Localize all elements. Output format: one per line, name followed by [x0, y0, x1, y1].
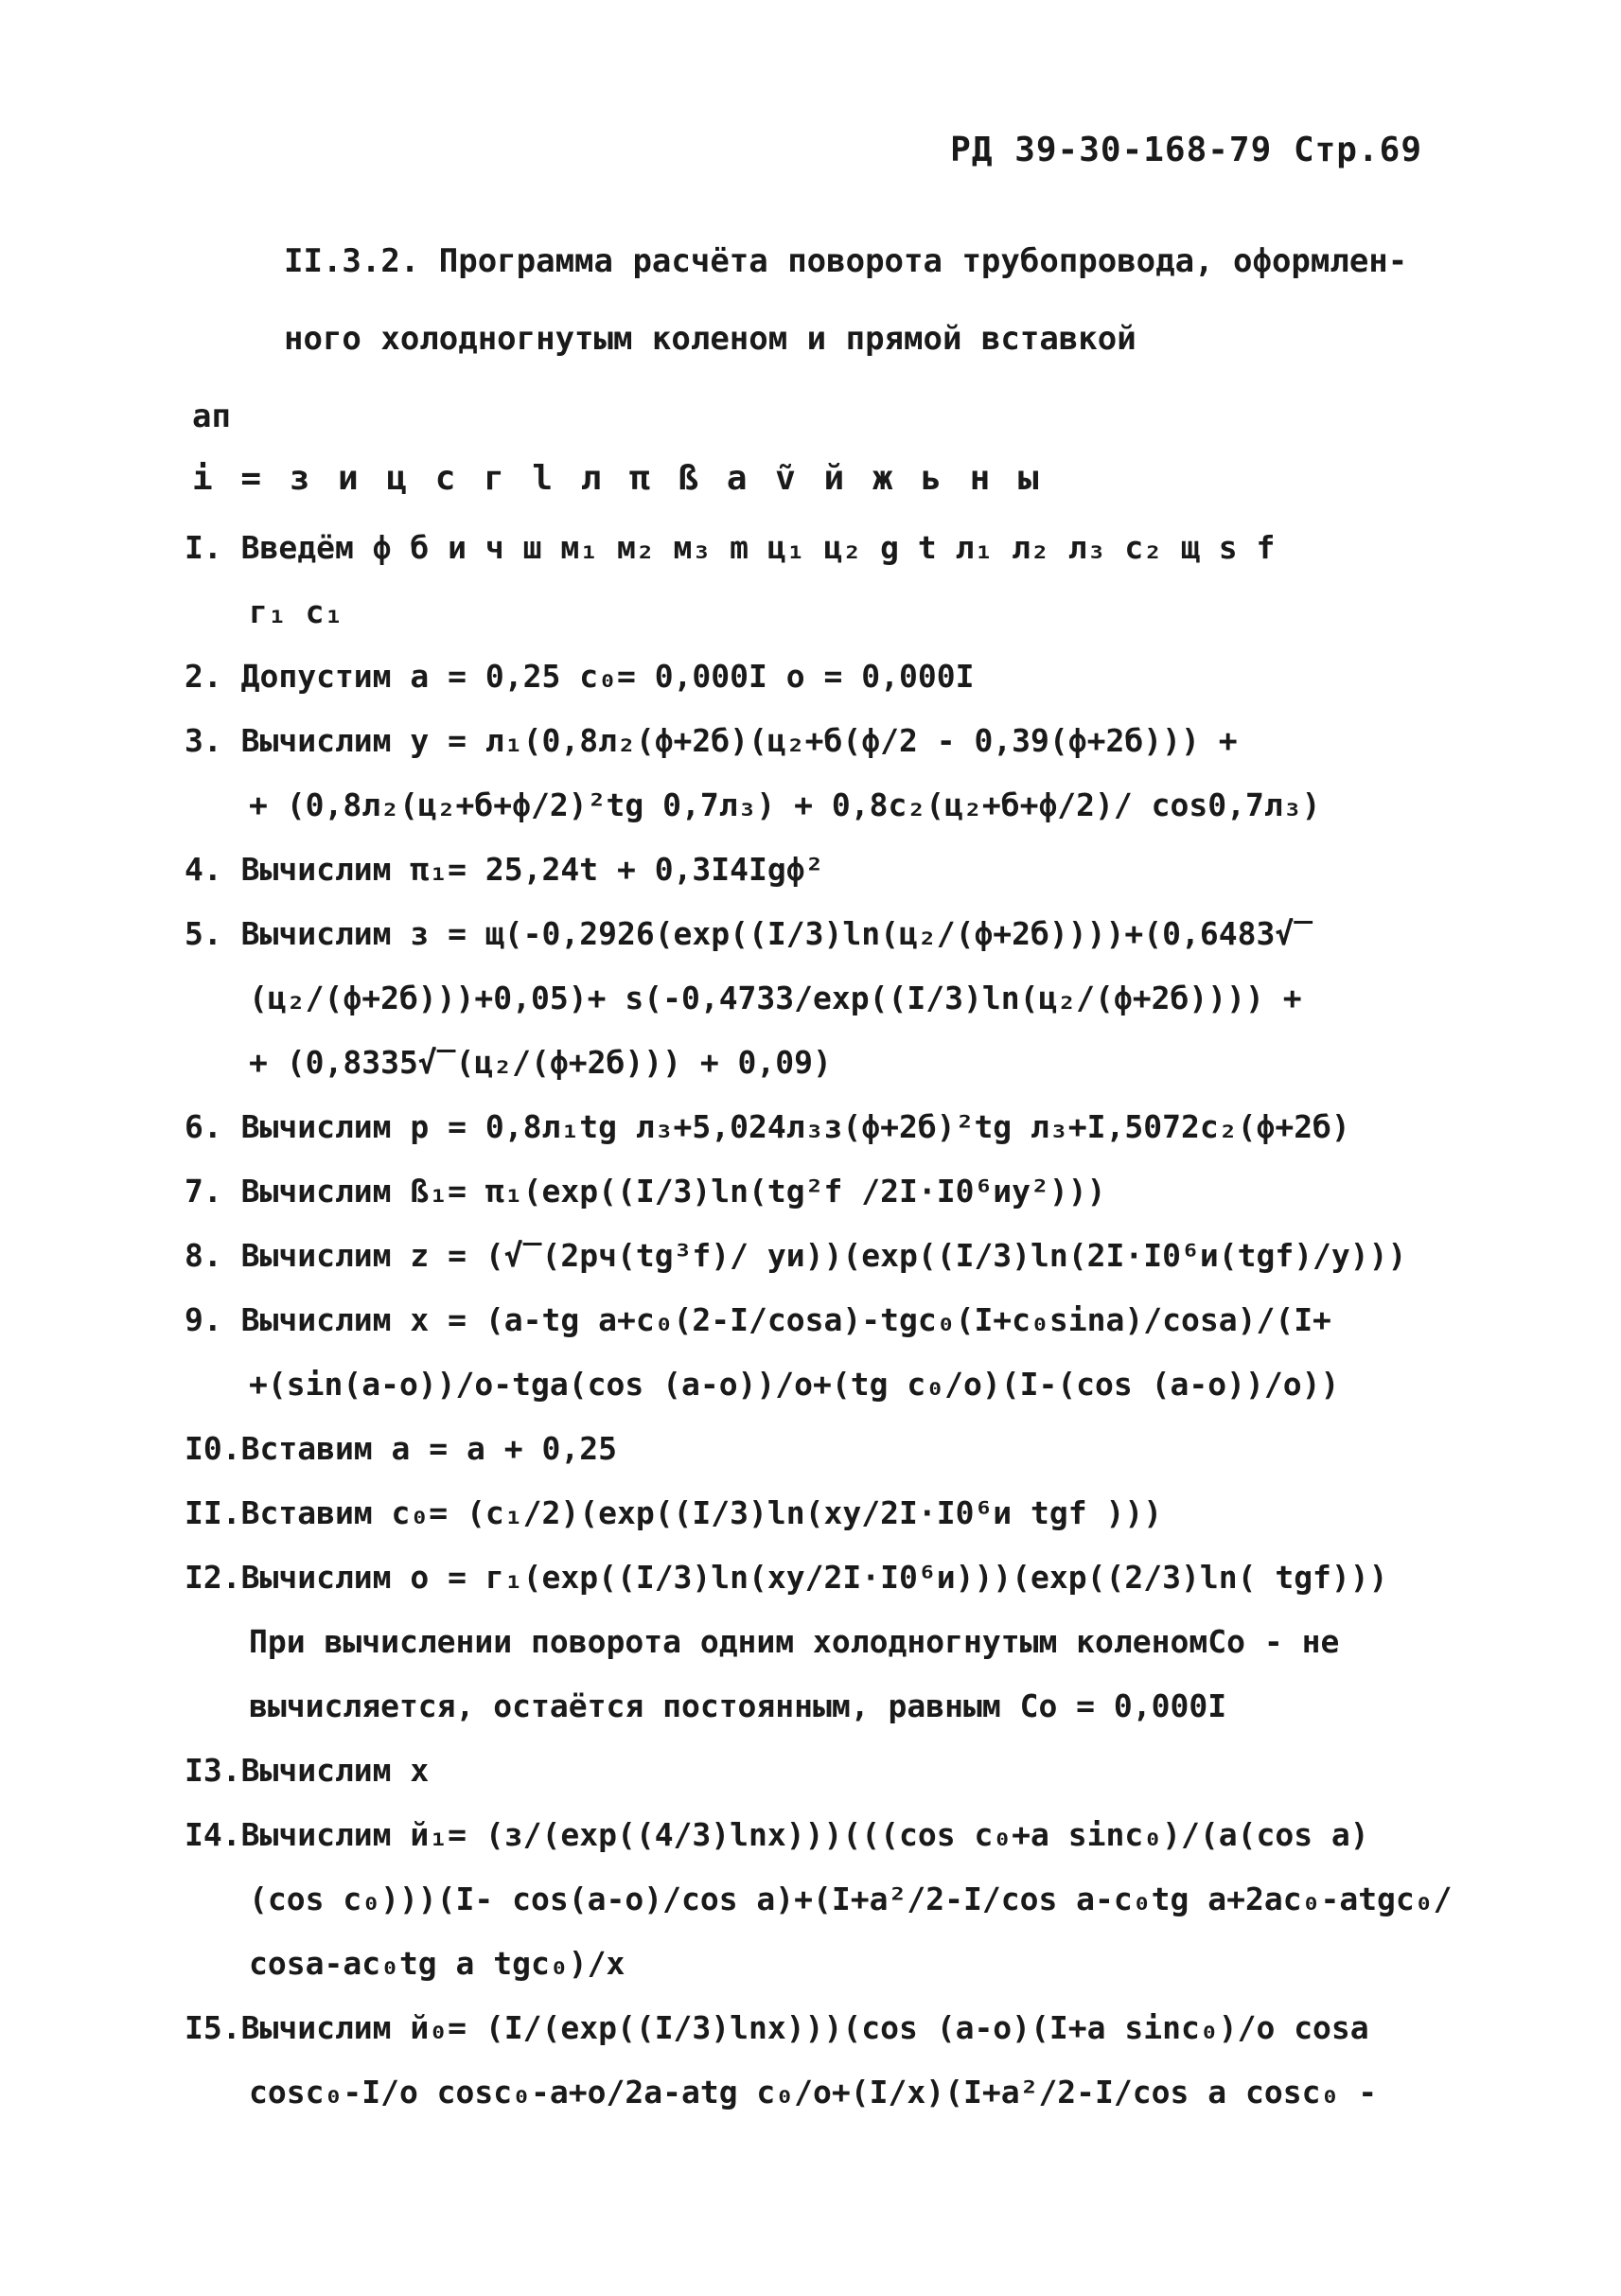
program-line: 8. Вычислим z = (√‾(2рч(tg³f)/ уи))(exp((I/3)ln(2I·I0⁶и(tgf)/у))) — [185, 1237, 1407, 1274]
program-line: I5.Вычислим й₀= (I/(exp((I/3)lnх)))(cos (а-о)(I+а sinс₀)/о cosа — [185, 2009, 1369, 2046]
program-line: 4. Вычислим π₁= 25,24t + 0,3I4Igф² — [185, 851, 824, 888]
program-line: вычисляется, остаётся постоянным, равным Со = 0,000I — [249, 1687, 1227, 1724]
program-line: I0.Вставим а = а + 0,25 — [185, 1430, 617, 1467]
program-line: 6. Вычислим р = 0,8л₁tg л₃+5,024л₃з(ф+2б)²tg л₃+I,5072с₂(ф+2б) — [185, 1108, 1350, 1145]
program-line: + (0,8л₂(ц₂+б+ф/2)²tg 0,7л₃) + 0,8с₂(ц₂+б+ф/2)/ cos0,7л₃) — [249, 786, 1321, 823]
program-line: I3.Вычислим х — [185, 1752, 430, 1789]
program-line: I. Введём ф б и ч ш м₁ м₂ м₃ m ц₁ ц₂ g t л₁ л₂ л₃ с₂ щ s f — [185, 529, 1276, 566]
program-line: (cos с₀)))(I- cos(а-о)/cos а)+(I+а²/2-I/cos а-с₀tg а+2ас₀-аtgс₀/ — [249, 1881, 1453, 1917]
document-reference: РД 39-30-168-79 Стр.69 — [950, 131, 1422, 169]
program-line: II.Вставим с₀= (с₁/2)(exp((I/3)ln(ху/2I·I0⁶и tgf ))) — [185, 1494, 1163, 1531]
program-line: I2.Вычислим о = г₁(exp((I/3)ln(ху/2I·I0⁶и)))(exp((2/3)ln( tgf))) — [185, 1559, 1388, 1596]
program-line: +(sin(а-о))/о-tgа(cos (а-о))/о+(tg с₀/о)(I-(cos (а-о))/о)) — [249, 1366, 1340, 1403]
program-line: I4.Вычислим й₁= (з/(exp((4/3)lnх)))(((cos с₀+а sinс₀)/(а(cos а) — [185, 1816, 1369, 1853]
program-line: 2. Допустим а = 0,25 с₀= 0,000I о = 0,000I — [185, 658, 975, 695]
program-listing — [185, 516, 1471, 2125]
program-line: 5. Вычислим з = щ(-0,2926(exp((I/3)ln(ц₂/(ф+2б))))+(0,6483√‾ — [185, 915, 1313, 952]
variable-alphabet: i = з и ц с г l л π ß а ṽ й ж ь н ы — [192, 459, 1043, 498]
program-line: 7. Вычислим ß₁= π₁(exp((I/3)ln(tg²f /2I·I0⁶иу²))) — [185, 1173, 1106, 1210]
program-label: ап — [192, 397, 231, 435]
program-line: 9. Вычислим х = (а-tg а+с₀(2-I/cosа)-tgс₀(I+с₀sinа)/cosа)/(I+ — [185, 1301, 1331, 1338]
program-line: При вычислении поворота одним холодногнутым коленомСо - не — [249, 1623, 1340, 1660]
heading-line-2: ного холодногнутым коленом и прямой вставкой — [284, 320, 1136, 358]
heading-line-1: II.3.2. Программа расчёта поворота трубопровода, оформлен- — [284, 242, 1408, 280]
program-line: + (0,8335√‾(ц₂/(ф+2б))) + 0,09) — [249, 1044, 832, 1081]
program-line: г₁ с₁ — [249, 593, 344, 630]
program-line: cosа-ас₀tg а tgс₀)/х — [249, 1945, 625, 1982]
program-line: (ц₂/(ф+2б)))+0,05)+ s(-0,4733/exp((I/3)ln(ц₂/(ф+2б)))) + — [249, 980, 1302, 1016]
program-line: 3. Вычислим у = л₁(0,8л₂(ф+2б)(ц₂+б(ф/2 - 0,39(ф+2б))) + — [185, 722, 1238, 759]
section-heading — [284, 222, 1467, 378]
program-line: cosс₀-I/о cosс₀-а+о/2а-аtg с₀/о+(I/х)(I+а²/2-I/cos а cosс₀ - — [249, 2074, 1378, 2111]
